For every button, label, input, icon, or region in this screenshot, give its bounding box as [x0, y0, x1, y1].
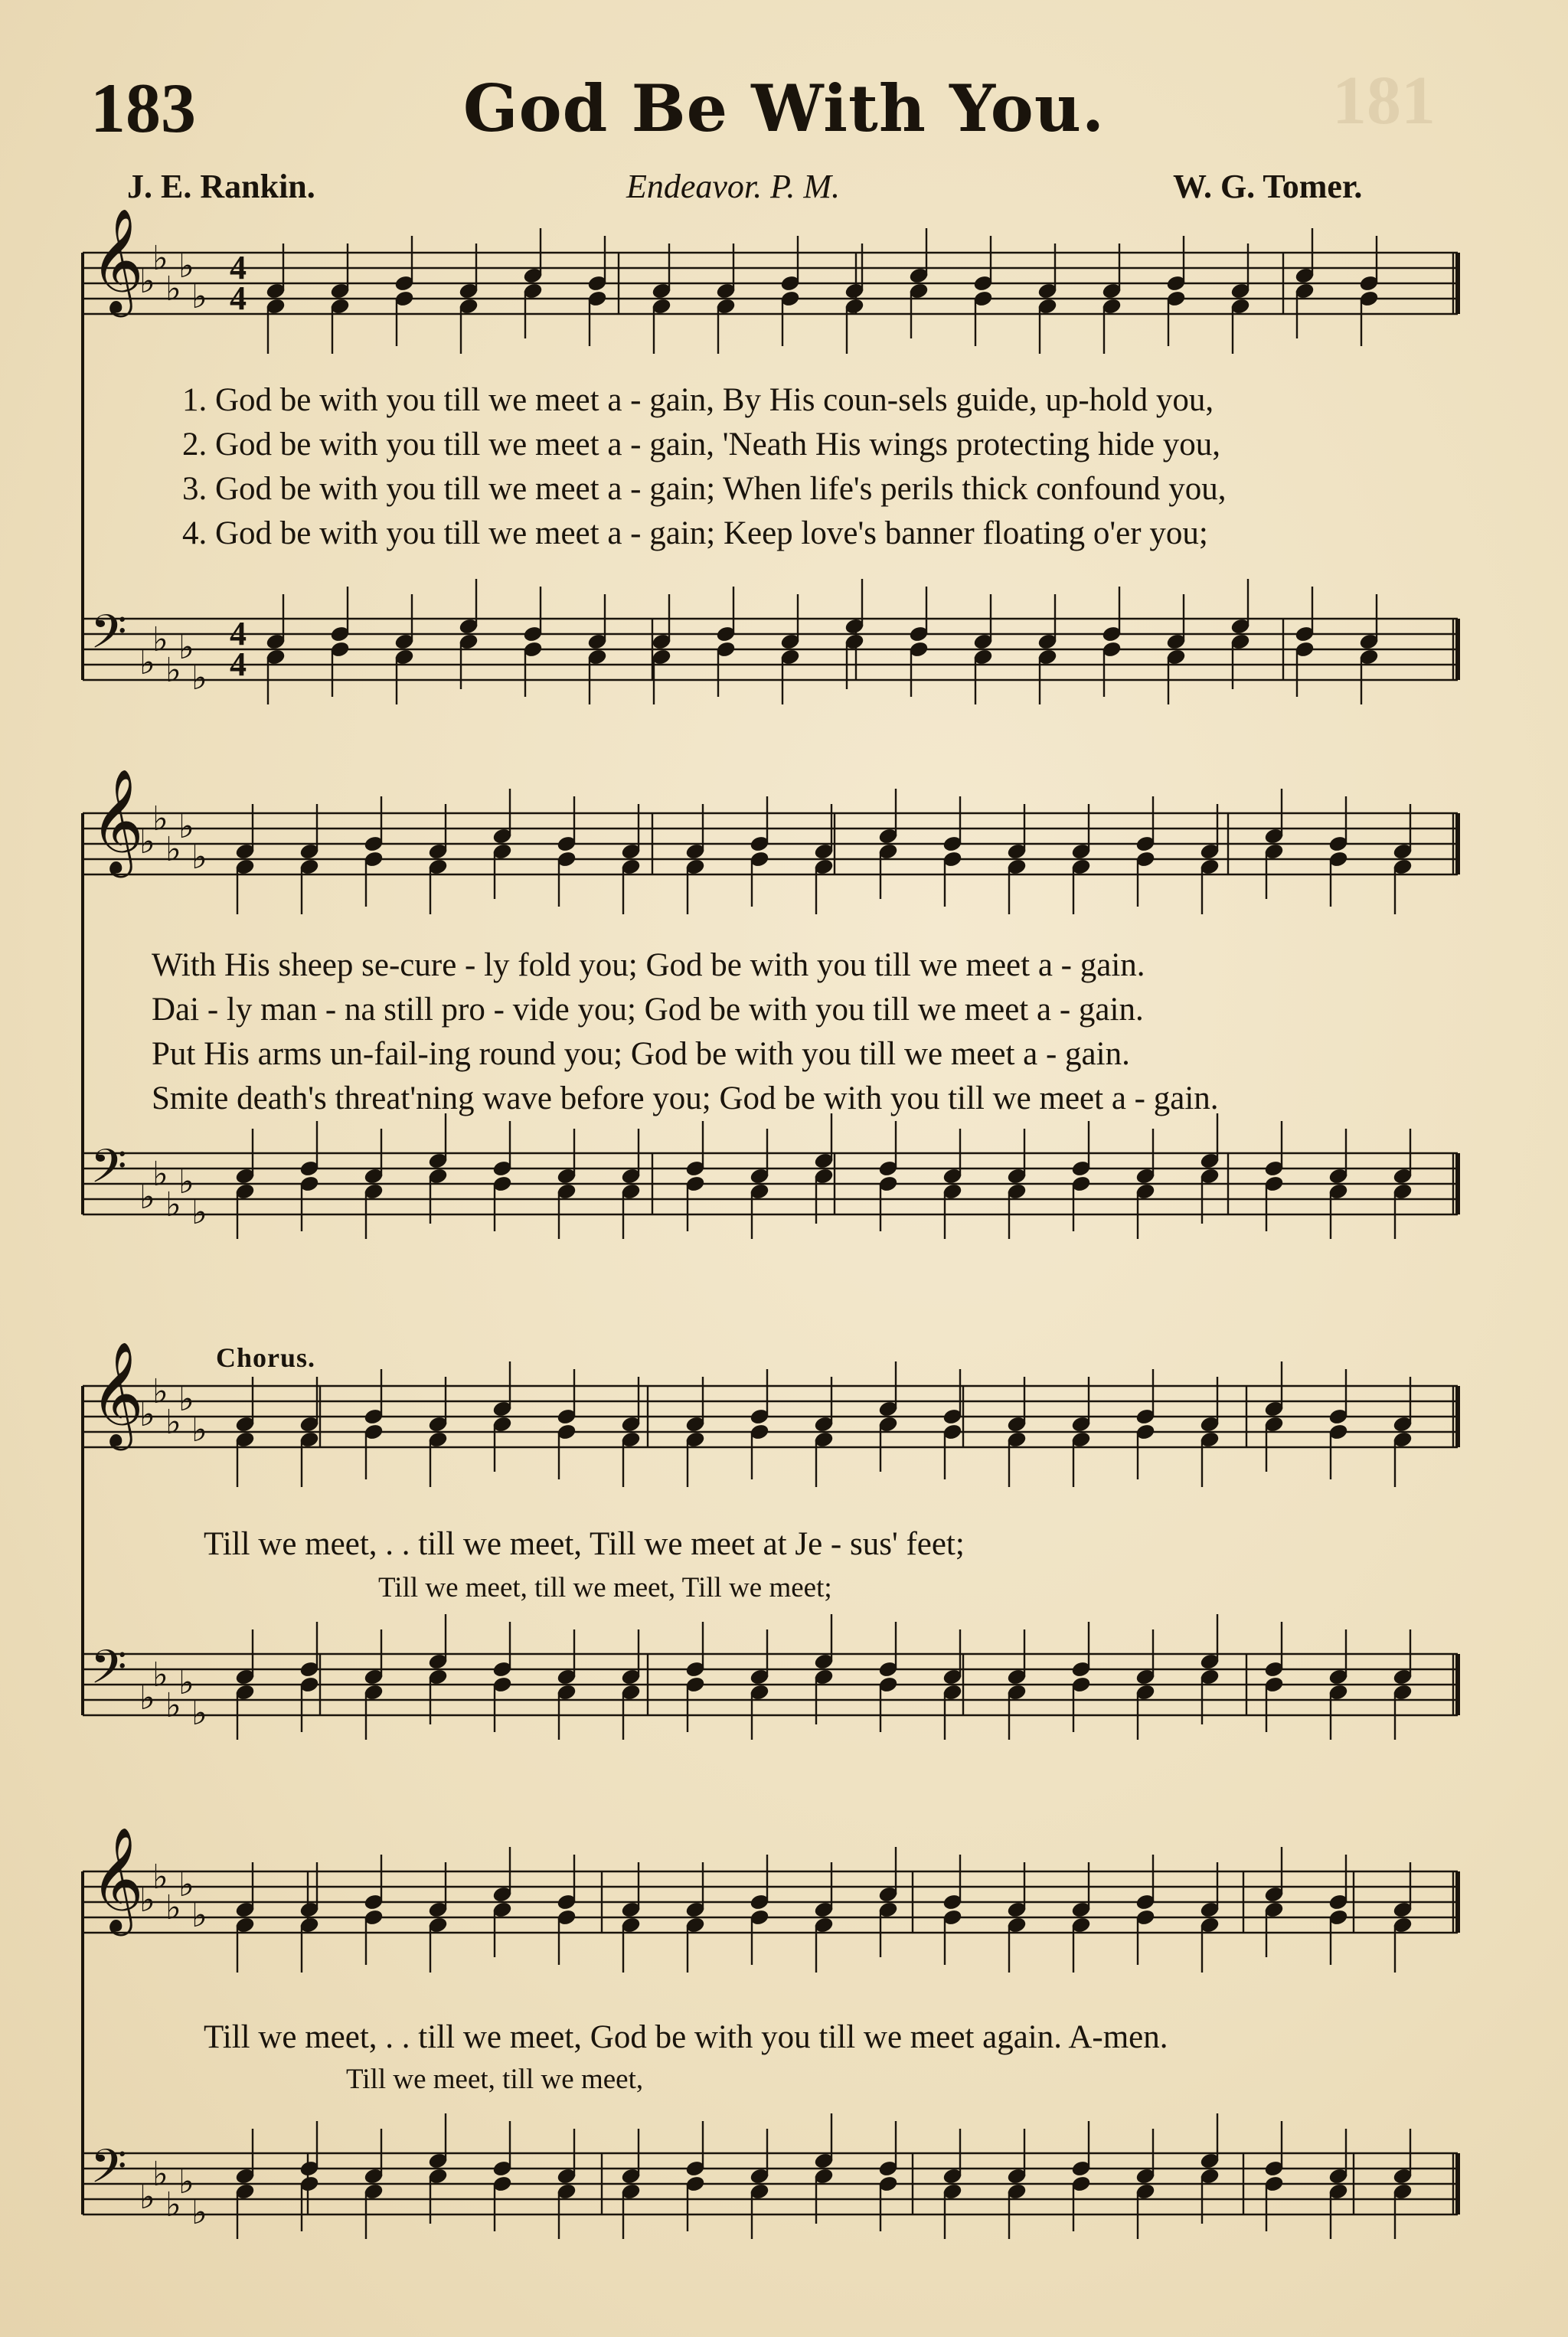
- chorus-label: Chorus.: [216, 1342, 316, 1373]
- chorus-line-2: Till we meet, . . till we meet, God be with you till we meet again. A-men.: [204, 2019, 1168, 2055]
- flat-sign: ♭: [191, 838, 207, 877]
- tune-name: Endeavor. P. M.: [626, 168, 841, 205]
- flat-sign: ♭: [139, 1178, 155, 1217]
- lyricist-credit: J. E. Rankin.: [127, 168, 315, 205]
- verse-3-line-1: 3. God be with you till we meet a - gain; When life's perils thick confound you,: [182, 471, 1227, 507]
- hymn-number: 183: [90, 69, 196, 147]
- bass-clef: 𝄢: [90, 1640, 127, 1706]
- treble-staff: [83, 1871, 1458, 1933]
- flat-sign: ♭: [178, 628, 194, 667]
- flat-sign: ♭: [152, 1858, 168, 1897]
- treble-staff: [83, 253, 1458, 314]
- bass-staff: [83, 1153, 1458, 1214]
- flat-sign: ♭: [139, 822, 155, 861]
- flat-sign: ♭: [152, 799, 168, 838]
- flat-sign: ♭: [165, 1686, 181, 1725]
- flat-sign: ♭: [191, 1694, 207, 1733]
- flat-sign: ♭: [139, 262, 155, 301]
- flat-sign: ♭: [178, 247, 194, 286]
- flat-sign: ♭: [152, 2155, 168, 2194]
- chorus-line-2-lower: Till we meet, till we meet,: [346, 2064, 644, 2095]
- chorus-line-1: Till we meet, . . till we meet, Till we meet at Je - sus' feet;: [204, 1526, 965, 1562]
- verse-3-line-2: Put His arms un-fail-ing round you; God be with you till we meet a - gain.: [152, 1036, 1130, 1072]
- chorus-line-1-lower: Till we meet, till we meet, Till we meet;: [378, 1572, 832, 1603]
- flat-sign: ♭: [139, 1678, 155, 1718]
- flat-sign: ♭: [165, 270, 181, 309]
- bass-staff: [83, 1654, 1458, 1715]
- flat-sign: ♭: [165, 2185, 181, 2224]
- verse-4-line-1: 4. God be with you till we meet a - gain; Keep love's banner floating o'er you;: [182, 515, 1208, 551]
- flat-sign: ♭: [139, 643, 155, 682]
- verse-2-line-1: 2. God be with you till we meet a - gain, 'Neath His wings protecting hide you,: [182, 427, 1221, 462]
- flat-sign: ♭: [152, 239, 168, 278]
- verse-1-line-2: With His sheep se-cure - ly fold you; God be with you till we meet a - gain.: [152, 947, 1145, 983]
- flat-sign: ♭: [152, 620, 168, 659]
- verse-4-line-2: Smite death's threat'ning wave before you; God be with you till we meet a - gain.: [152, 1080, 1219, 1116]
- bass-staff: [83, 619, 1458, 680]
- flat-sign: ♭: [178, 1162, 194, 1201]
- flat-sign: ♭: [165, 1888, 181, 1927]
- flat-sign: ♭: [152, 1656, 168, 1695]
- flat-sign: ♭: [178, 1865, 194, 1904]
- composer-credit: W. G. Tomer.: [1173, 168, 1363, 205]
- flat-sign: ♭: [191, 1193, 207, 1232]
- time-signature: 4: [230, 615, 247, 652]
- flat-sign: ♭: [191, 659, 207, 698]
- time-signature: 4: [230, 646, 247, 683]
- bass-clef: 𝄢: [90, 605, 127, 671]
- flat-sign: ♭: [178, 2162, 194, 2201]
- bass-staff: [83, 2153, 1458, 2214]
- flat-sign: ♭: [139, 2178, 155, 2217]
- treble-clef: 𝄞: [90, 1825, 144, 1931]
- flat-sign: ♭: [165, 1185, 181, 1224]
- flat-sign: ♭: [165, 651, 181, 690]
- bleed-through-number: 181: [1332, 63, 1436, 139]
- flat-sign: ♭: [178, 1663, 194, 1702]
- flat-sign: ♭: [152, 1372, 168, 1411]
- flat-sign: ♭: [191, 277, 207, 316]
- flat-sign: ♭: [165, 830, 181, 869]
- bass-clef: 𝄢: [90, 1139, 127, 1205]
- flat-sign: ♭: [152, 1155, 168, 1194]
- treble-staff: [83, 1386, 1458, 1447]
- verse-1-line-1: 1. God be with you till we meet a - gain, By His coun-sels guide, up-hold you,: [182, 382, 1214, 418]
- flat-sign: ♭: [139, 1881, 155, 1920]
- hymn-title: God Be With You.: [462, 70, 1106, 146]
- flat-sign: ♭: [178, 1380, 194, 1419]
- flat-sign: ♭: [191, 2193, 207, 2232]
- treble-clef: 𝄞: [90, 1340, 144, 1446]
- flat-sign: ♭: [139, 1395, 155, 1434]
- treble-staff: [83, 813, 1458, 874]
- flat-sign: ♭: [191, 1896, 207, 1935]
- flat-sign: ♭: [178, 807, 194, 846]
- verse-2-line-2: Dai - ly man - na still pro - vide you; God be with you till we meet a - gain.: [152, 992, 1144, 1028]
- treble-clef: 𝄞: [90, 207, 144, 312]
- time-signature: 4: [230, 279, 247, 317]
- flat-sign: ♭: [165, 1403, 181, 1442]
- flat-sign: ♭: [191, 1410, 207, 1450]
- treble-clef: 𝄞: [90, 767, 144, 873]
- bass-clef: 𝄢: [90, 2139, 127, 2205]
- time-signature: 4: [230, 249, 247, 286]
